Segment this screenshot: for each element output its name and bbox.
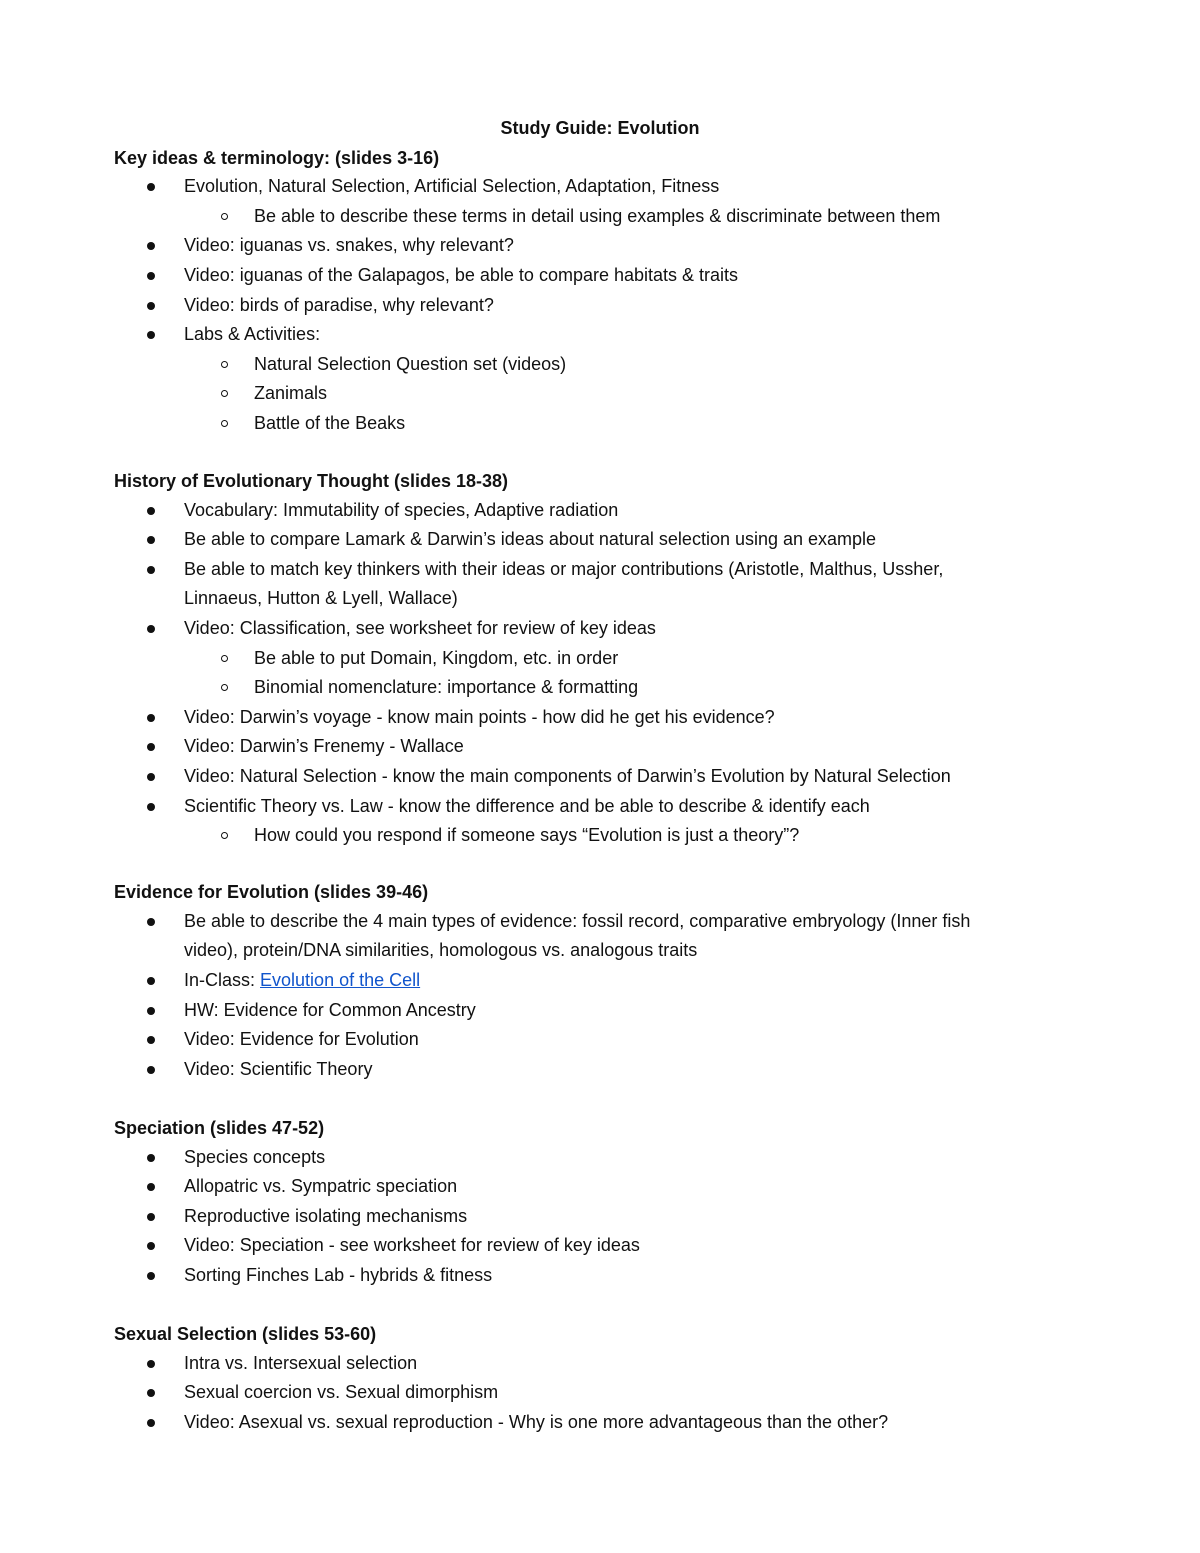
bullet-icon	[147, 302, 155, 310]
section-heading: Evidence for Evolution (slides 39-46)	[114, 882, 429, 902]
list-item: Be able to match key thinkers with their ideas or major contributions (Aristotle, Malthus, Ussher,	[184, 559, 944, 579]
bullet-icon	[147, 242, 155, 250]
list-item: Be able to describe the 4 main types of evidence: fossil record, comparative embryology (Inner fish	[184, 911, 971, 931]
bullet-icon	[147, 566, 155, 574]
bullet-icon	[147, 918, 155, 926]
list-item: Be able to compare Lamark & Darwin’s ideas about natural selection using an example	[184, 529, 877, 549]
in-class-label: In-Class:	[184, 970, 261, 990]
bullet-icon	[147, 1183, 155, 1191]
bullet-icon	[147, 183, 155, 191]
circle-bullet-icon	[221, 684, 228, 691]
bullet-icon	[147, 1242, 155, 1250]
bullet-icon	[147, 536, 155, 544]
list-subitem: Be able to describe these terms in detail using examples & discriminate between them	[254, 206, 941, 226]
bullet-icon	[147, 1036, 155, 1044]
list-item: Allopatric vs. Sympatric speciation	[184, 1176, 458, 1196]
evolution-of-the-cell-link[interactable]: Evolution of the Cell	[260, 970, 421, 990]
bullet-icon	[147, 1154, 155, 1162]
circle-bullet-icon	[221, 420, 228, 427]
list-item: Sorting Finches Lab - hybrids & fitness	[184, 1265, 493, 1285]
bullet-icon	[147, 803, 155, 811]
list-item: Video: iguanas of the Galapagos, be able to compare habitats & traits	[184, 265, 739, 285]
list-item: Video: Classification, see worksheet for review of key ideas	[184, 618, 656, 638]
bullet-icon	[147, 1389, 155, 1397]
section-heading: Key ideas & terminology: (slides 3-16)	[114, 148, 440, 168]
bullet-icon	[147, 743, 155, 751]
list-subitem: Battle of the Beaks	[254, 413, 406, 433]
circle-bullet-icon	[221, 832, 228, 839]
list-subitem: Be able to put Domain, Kingdom, etc. in order	[254, 648, 619, 668]
list-item: Video: Speciation - see worksheet for review of key ideas	[184, 1235, 640, 1255]
bullet-icon	[147, 1272, 155, 1280]
bullet-icon	[147, 1213, 155, 1221]
list-item-continuation: video), protein/DNA similarities, homologous vs. analogous traits	[184, 940, 698, 960]
bullet-icon	[147, 1360, 155, 1368]
list-item: Video: Asexual vs. sexual reproduction - Why is one more advantageous than the other?	[184, 1412, 889, 1432]
bullet-icon	[147, 331, 155, 339]
section-heading: History of Evolutionary Thought (slides 18-38)	[114, 471, 509, 491]
list-subitem: Binomial nomenclature: importance & formatting	[254, 677, 639, 697]
list-item	[184, 968, 420, 992]
list-item: Video: Evidence for Evolution	[184, 1029, 419, 1049]
list-subitem: Zanimals	[254, 383, 328, 403]
list-item: Video: birds of paradise, why relevant?	[184, 295, 494, 315]
list-subitem: Natural Selection Question set (videos)	[254, 354, 567, 374]
list-item: Video: Scientific Theory	[184, 1059, 373, 1079]
document-title: Study Guide: Evolution	[500, 118, 700, 138]
bullet-icon	[147, 272, 155, 280]
list-item: Evolution, Natural Selection, Artificial Selection, Adaptation, Fitness	[184, 176, 720, 196]
bullet-icon	[147, 1066, 155, 1074]
list-item: Video: iguanas vs. snakes, why relevant?	[184, 235, 514, 255]
list-subitem: How could you respond if someone says “Evolution is just a theory”?	[254, 825, 800, 845]
bullet-icon	[147, 625, 155, 633]
list-item: Video: Darwin’s voyage - know main points - how did he get his evidence?	[184, 707, 775, 727]
bullet-icon	[147, 1419, 155, 1427]
section-heading: Sexual Selection (slides 53-60)	[114, 1324, 377, 1344]
list-item: HW: Evidence for Common Ancestry	[184, 1000, 476, 1020]
section-heading: Speciation (slides 47-52)	[114, 1118, 325, 1138]
circle-bullet-icon	[221, 213, 228, 220]
circle-bullet-icon	[221, 655, 228, 662]
list-item: Vocabulary: Immutability of species, Adaptive radiation	[184, 500, 619, 520]
circle-bullet-icon	[221, 361, 228, 368]
list-item: Intra vs. Intersexual selection	[184, 1353, 418, 1373]
list-item: Scientific Theory vs. Law - know the difference and be able to describe & identify each	[184, 796, 870, 816]
list-item: Species concepts	[184, 1147, 326, 1167]
list-item: Video: Darwin’s Frenemy - Wallace	[184, 736, 464, 756]
list-item: Labs & Activities:	[184, 324, 321, 344]
list-item: Reproductive isolating mechanisms	[184, 1206, 468, 1226]
bullet-icon	[147, 1007, 155, 1015]
bullet-icon	[147, 714, 155, 722]
bullet-icon	[147, 507, 155, 515]
circle-bullet-icon	[221, 390, 228, 397]
bullet-icon	[147, 977, 155, 985]
list-item: Sexual coercion vs. Sexual dimorphism	[184, 1382, 499, 1402]
bullet-icon	[147, 773, 155, 781]
list-item-continuation: Linnaeus, Hutton & Lyell, Wallace)	[184, 588, 458, 608]
list-item: Video: Natural Selection - know the main components of Darwin’s Evolution by Natural Selection	[184, 766, 951, 786]
